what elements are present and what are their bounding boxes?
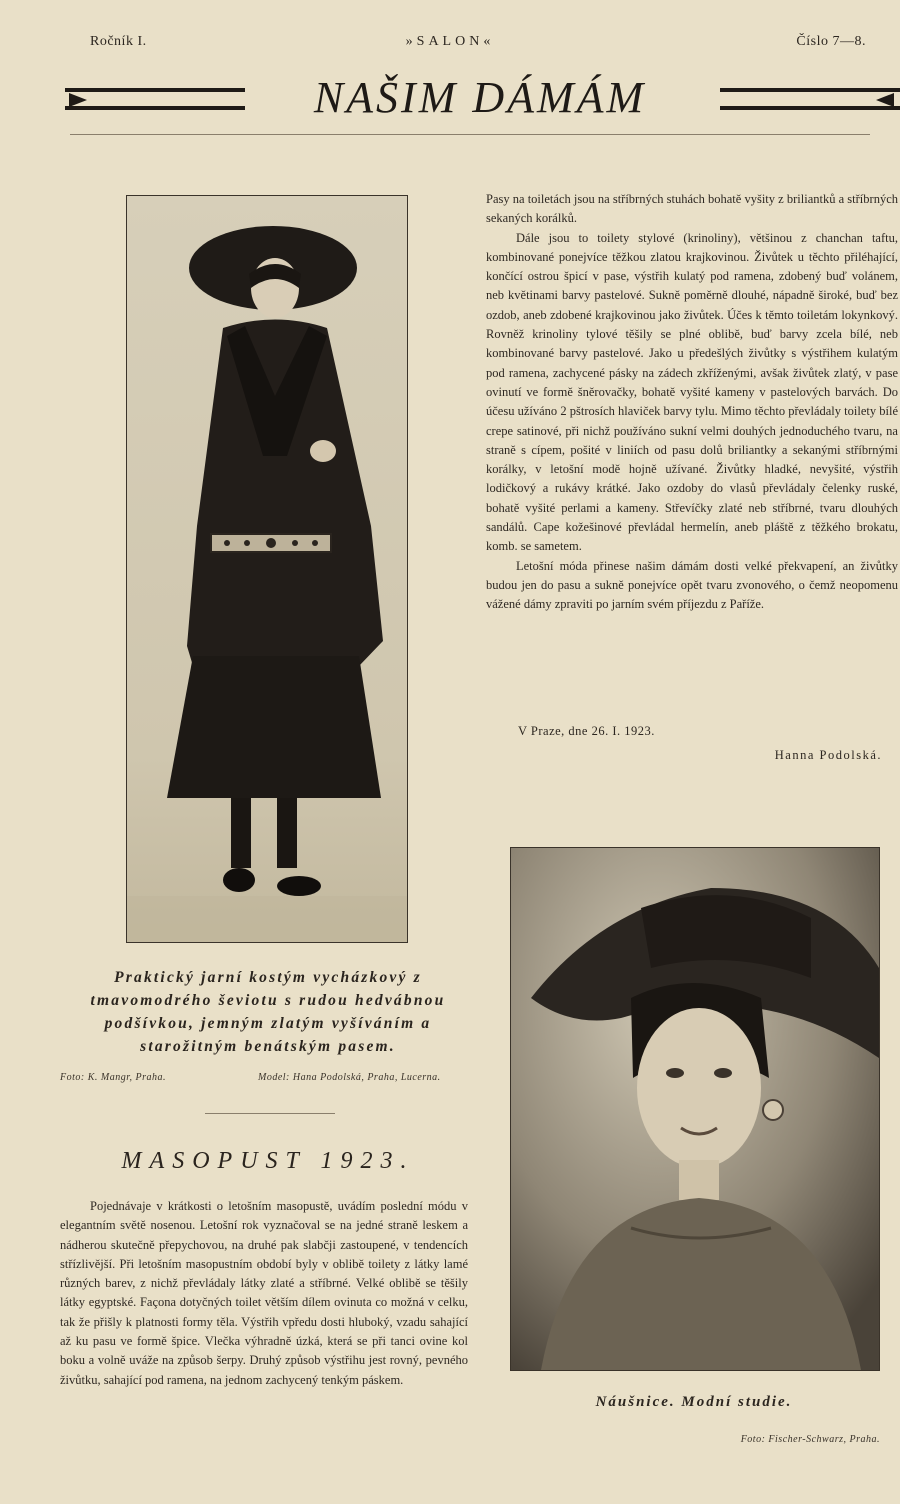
right-ornament bbox=[720, 86, 900, 116]
masopust-text bbox=[60, 1197, 468, 1390]
issue-number: Číslo 7—8. bbox=[796, 34, 866, 49]
earrings-photo-credit: Foto: Fischer-Schwarz, Praha. bbox=[740, 1434, 880, 1445]
magazine-name: »SALON« bbox=[405, 34, 495, 49]
earrings-portrait-photo bbox=[510, 847, 880, 1371]
article-paragraph-3: Letošní móda přinese našim dámám dosti velké překvapení, an živůtky budou jen do pasu a sukně ponejvíce opět tvaru zvonového, o čemž neopomenu vážené dámy zpraviti po jarním svém příjezdu z Paříže. bbox=[486, 558, 898, 612]
earrings-caption: Náušnice. Modní studie. bbox=[595, 1394, 793, 1410]
costume-photo-credit: Foto: K. Mangr, Praha. bbox=[60, 1072, 166, 1083]
left-ornament bbox=[65, 86, 245, 116]
article-paragraph-1: Pasy na toiletách jsou na stříbrných stuhách bohatě vyšity z briliantků a stříbrných sekaných korálků. bbox=[486, 192, 898, 226]
costume-photo bbox=[126, 195, 408, 943]
title-rule bbox=[70, 134, 870, 135]
article-text bbox=[486, 190, 898, 615]
article-dateline: V Praze, dne 26. I. 1923. bbox=[518, 724, 655, 738]
costume-caption: Praktický jarní kostým vycházkový z tmavomodrého ševiotu s rudou hedvábnou podšívkou, jemným zlatým vyšíváním a starožitným benátským pasem. bbox=[90, 969, 446, 1055]
costume-model-credit: Model: Hana Podolská, Praha, Lucerna. bbox=[258, 1072, 441, 1083]
masopust-paragraph: Pojednávaje v krátkosti o letošním masopustě, uvádím poslední módu v elegantním světě nosenou. Letošní rok vyznačoval se na jedné straně leskem a nádherou skutečně přepychovou, na druhé pak slabčji zastoupené, v tendencích střízlivější. Při letošním masopustním období byly v oblibě toilety z látky lamé různých barev, z nichž převládaly látky zlaté a stříbrné. Velké oblibě se těšily látky egyptské. Façona dotyčných toilet větším dílem ovinuta co možná v celku, tak že přišly k platnosti formy těla. Výstřih vpředu dosti hluboký, vzadu sahající až ku pasu ve formě špice. Vlečka výhradně úzká, která se při tanci ovine kol boku a volně uváže na způsob šerpy. Druhý způsob výstřihu jest rovný, pevného živůtku, sahající pod ramena, na jednom zachycený tenkým páskem. bbox=[60, 1199, 468, 1387]
section-rule bbox=[205, 1113, 335, 1114]
masopust-title: MASOPUST 1923. bbox=[121, 1148, 415, 1174]
article-signature: Hanna Podolská. bbox=[774, 748, 882, 762]
article-masthead bbox=[60, 70, 900, 130]
volume-label: Ročník I. bbox=[90, 34, 147, 49]
article-paragraph-2: Dále jsou to toilety stylové (krinoliny), většinou z chanchan taftu, kombinované ponejvíce těžkou zlatou krajkovinou. Živůtek u těchto přiléhající, končící ostrou špicí v pase, výstřih kulatý pod ramena, zdobený buď volánem, neb květinami barvy pastelové. Sukně poměrně dlouhé, nápadně široké, buď bez ozdob, aneb zdobené krajkovinou jako živůtek. Účes k těmto toiletám lokynkový. Rovněž krinoliny tylové těšily se plné oblibě, buď barvy zcela bílé, neb kombinované barvy pastelové. Jako u předešlých živůtky s výstřihem kulatým pod ramena, zachycené pásky na zádech zkříženými, avšak živůtek zlatý, v pase ovinutí ve formě šněrovačky, bohatě vyšité kameny v pastelových barvách. Do účesu užíváno 2 pštrosích hlaviček barvy tylu. Mimo těchto převládaly toilety bílé crepe satinové, při nichž používáno sukní velmi douhých jednoduchého tvaru, na straně s cípem, pošité v liniích od pasu dolů briliantky a sekanými stříbrnými korálky, v letošní modě hojně užívané. Živůtky hladké, nevyšité, výstřih lodičkový a rukávy krátké. Jako ozdoby do vlasů převládaly čelenky ruské, bohatě vyšité perlami a kameny. Střevíčky zlaté neb stříbrné, tvaru dlouhých sandálů. Cape kožešinové převládal hermelín, aneb pláště z těžkého brokatu, komb. se sametem. bbox=[486, 230, 898, 554]
article-title: NAŠIM DÁMÁM bbox=[313, 73, 647, 122]
